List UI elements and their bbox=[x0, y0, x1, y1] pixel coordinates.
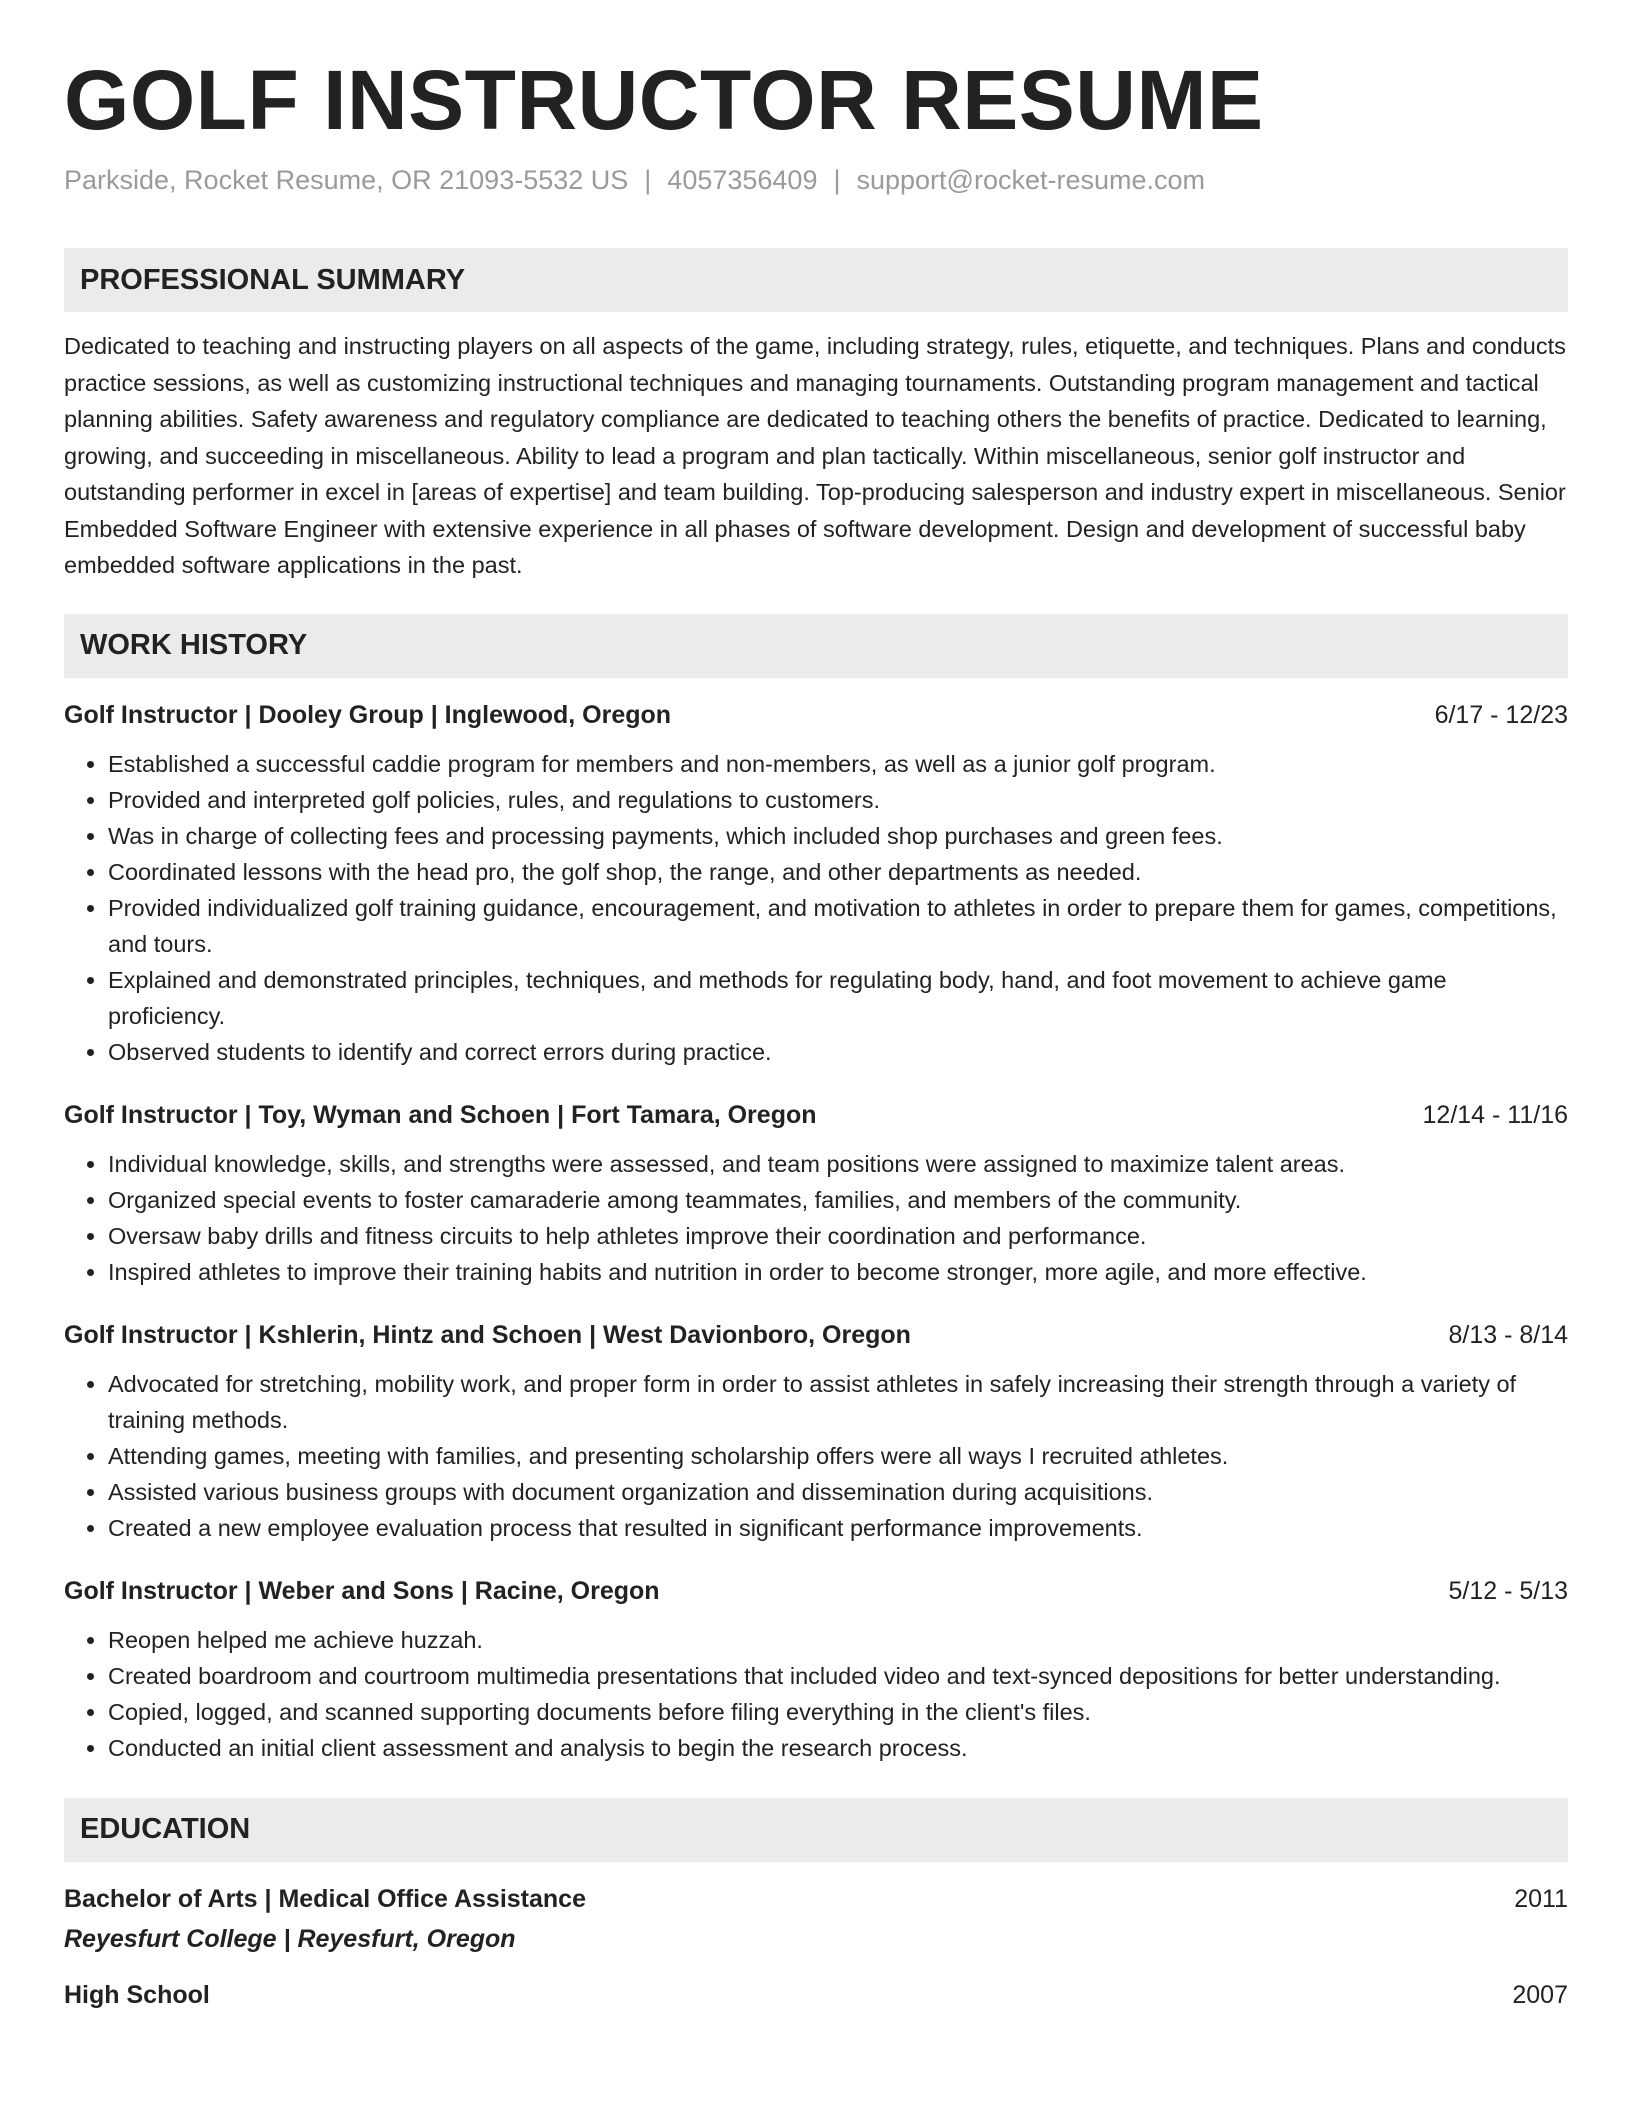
contact-email: support@rocket-resume.com bbox=[856, 165, 1206, 195]
contact-separator: | bbox=[644, 165, 652, 195]
education-school: Reyesfurt College | Reyesfurt, Oregon bbox=[64, 1924, 516, 1953]
job-bullet: • Established a successful caddie program for members and non-members, as well as a junior golf program. bbox=[108, 746, 1568, 782]
education-entry bbox=[64, 1978, 1568, 2012]
work-history-heading: WORK HISTORY bbox=[64, 614, 1568, 678]
job-bullet: • Observed students to identify and correct errors during practice. bbox=[108, 1034, 1568, 1070]
job-header bbox=[64, 1098, 1568, 1132]
job-bullet: • Inspired athletes to improve their training habits and nutrition in order to become stronger, more agile, and more effective. bbox=[108, 1254, 1568, 1290]
job-entry bbox=[64, 1574, 1568, 1766]
education-degree: High School bbox=[64, 1980, 210, 2009]
education-degree: Bachelor of Arts | Medical Office Assistance bbox=[64, 1884, 586, 1913]
job-bullets bbox=[64, 746, 1568, 1070]
education-heading: EDUCATION bbox=[64, 1798, 1568, 1862]
education-year: 2007 bbox=[1512, 1980, 1568, 2009]
job-bullets bbox=[64, 1622, 1568, 1766]
contact-line bbox=[64, 164, 1568, 196]
contact-phone: 4057356409 bbox=[667, 165, 818, 195]
job-bullet: • Individual knowledge, skills, and strengths were assessed, and team positions were assigned to maximize talent areas. bbox=[108, 1146, 1568, 1182]
job-title: Golf Instructor | Weber and Sons | Racine, Oregon bbox=[64, 1576, 660, 1605]
job-entry bbox=[64, 698, 1568, 1070]
job-entry bbox=[64, 1318, 1568, 1546]
job-bullet: • Created boardroom and courtroom multimedia presentations that included video and text-synced depositions for better understanding. bbox=[108, 1658, 1568, 1694]
education-header bbox=[64, 1978, 1568, 2012]
education-entry bbox=[64, 1882, 1568, 1956]
education-header bbox=[64, 1882, 1568, 1916]
resume-title: GOLF INSTRUCTOR RESUME bbox=[64, 53, 1264, 147]
job-title: Golf Instructor | Dooley Group | Inglewood, Oregon bbox=[64, 700, 672, 729]
job-bullet: • Organized special events to foster camaraderie among teammates, families, and members of the community. bbox=[108, 1182, 1568, 1218]
education-year: 2011 bbox=[1514, 1884, 1568, 1913]
job-bullet: • Reopen helped me achieve huzzah. bbox=[108, 1622, 1568, 1658]
job-bullet: • Coordinated lessons with the head pro, the golf shop, the range, and other departments as needed. bbox=[108, 854, 1568, 890]
job-bullet: • Explained and demonstrated principles, techniques, and methods for regulating body, hand, and foot movement to achieve game proficiency. bbox=[108, 962, 1568, 1034]
job-bullets bbox=[64, 1146, 1568, 1290]
job-bullet: • Oversaw baby drills and fitness circuits to help athletes improve their coordination and performance. bbox=[108, 1218, 1568, 1254]
job-bullet: • Provided individualized golf training guidance, encouragement, and motivation to athletes in order to prepare them for games, competitions, and tours. bbox=[108, 890, 1568, 962]
job-header bbox=[64, 1574, 1568, 1608]
summary-heading: PROFESSIONAL SUMMARY bbox=[64, 248, 1568, 312]
job-dates: 5/12 - 5/13 bbox=[1448, 1576, 1568, 1605]
job-header bbox=[64, 698, 1568, 732]
job-bullet: • Attending games, meeting with families, and presenting scholarship offers were all ways I recruited athletes. bbox=[108, 1438, 1568, 1474]
contact-address: Parkside, Rocket Resume, OR 21093-5532 US bbox=[64, 165, 629, 195]
job-title: Golf Instructor | Kshlerin, Hintz and Schoen | West Davionboro, Oregon bbox=[64, 1320, 911, 1349]
job-title: Golf Instructor | Toy, Wyman and Schoen | Fort Tamara, Oregon bbox=[64, 1100, 817, 1129]
job-bullet: • Conducted an initial client assessment and analysis to begin the research process. bbox=[108, 1730, 1568, 1766]
job-dates: 12/14 - 11/16 bbox=[1422, 1100, 1568, 1129]
job-bullet: • Created a new employee evaluation process that resulted in significant performance improvements. bbox=[108, 1510, 1568, 1546]
job-bullet: • Copied, logged, and scanned supporting documents before filing everything in the client's files. bbox=[108, 1694, 1568, 1730]
contact-separator: | bbox=[833, 165, 841, 195]
job-bullet: • Was in charge of collecting fees and processing payments, which included shop purchases and green fees. bbox=[108, 818, 1568, 854]
job-bullet: • Provided and interpreted golf policies, rules, and regulations to customers. bbox=[108, 782, 1568, 818]
job-header bbox=[64, 1318, 1568, 1352]
job-bullet: • Advocated for stretching, mobility work, and proper form in order to assist athletes in safely increasing their strength through a variety of training methods. bbox=[108, 1366, 1568, 1438]
job-entry bbox=[64, 1098, 1568, 1290]
job-bullets bbox=[64, 1366, 1568, 1546]
job-dates: 6/17 - 12/23 bbox=[1434, 700, 1568, 729]
job-dates: 8/13 - 8/14 bbox=[1448, 1320, 1568, 1349]
summary-text: Dedicated to teaching and instructing players on all aspects of the game, including strategy, rules, etiquette, and techniques. Plans and conducts practice sessions, as well as customizing instructional techniques and managing tournaments. Outstanding program management and tactical planning abilities. Safety awareness and regulatory compliance are dedicated to teaching others the benefits of practice. Dedicated to learning, growing, and succeeding in miscellaneous. Ability to lead a program and plan tactically. Within miscellaneous, senior golf instructor and outstanding performer in excel in [areas of expertise] and team building. Top-producing salesperson and industry expert in miscellaneous. Senior Embedded Software Engineer with extensive experience in all phases of software development. Design and development of successful baby embedded software applications in the past. bbox=[64, 333, 1566, 579]
job-bullet: • Assisted various business groups with document organization and dissemination during acquisitions. bbox=[108, 1474, 1568, 1510]
